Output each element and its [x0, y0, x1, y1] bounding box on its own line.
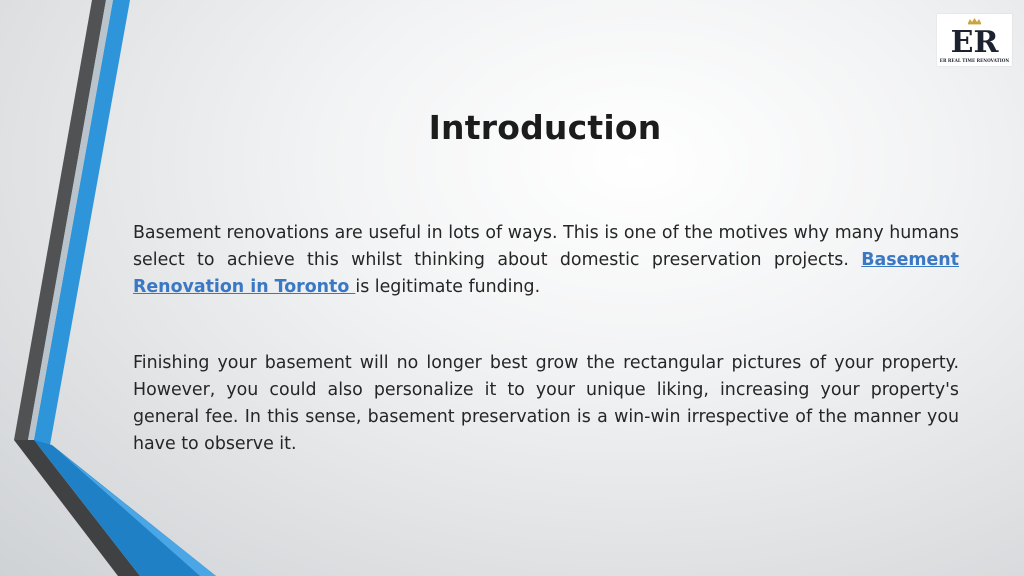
crown-icon — [968, 18, 981, 23]
page-title: Introduction — [428, 108, 662, 147]
paragraph-finishing: Finishing your basement will no longer best grow the rectangular pictures of your property. However, you could also personalize it to your unique liking, increasing your property's general fee. In this sense, basement preservation is a win-win irrespective of the manner you have to observe it. — [133, 353, 959, 454]
logo-monogram: ER — [950, 25, 999, 60]
paragraph-intro-text-after: is legitimate funding. — [355, 277, 541, 297]
logo-company-name: ER REAL TIME RENOVATION — [939, 58, 1010, 63]
paragraph-intro — [133, 220, 959, 301]
company-logo — [937, 14, 1012, 66]
stripe-light-upper — [28, 0, 113, 445]
paragraph-intro-text-before: Basement renovations are useful in lots of ways. This is one of the motives why many humans select to achieve this whilst thinking about domestic preservation projects. — [133, 223, 959, 270]
basement-renovation-toronto-link[interactable]: Basement Renovation in Toronto — [133, 250, 959, 297]
